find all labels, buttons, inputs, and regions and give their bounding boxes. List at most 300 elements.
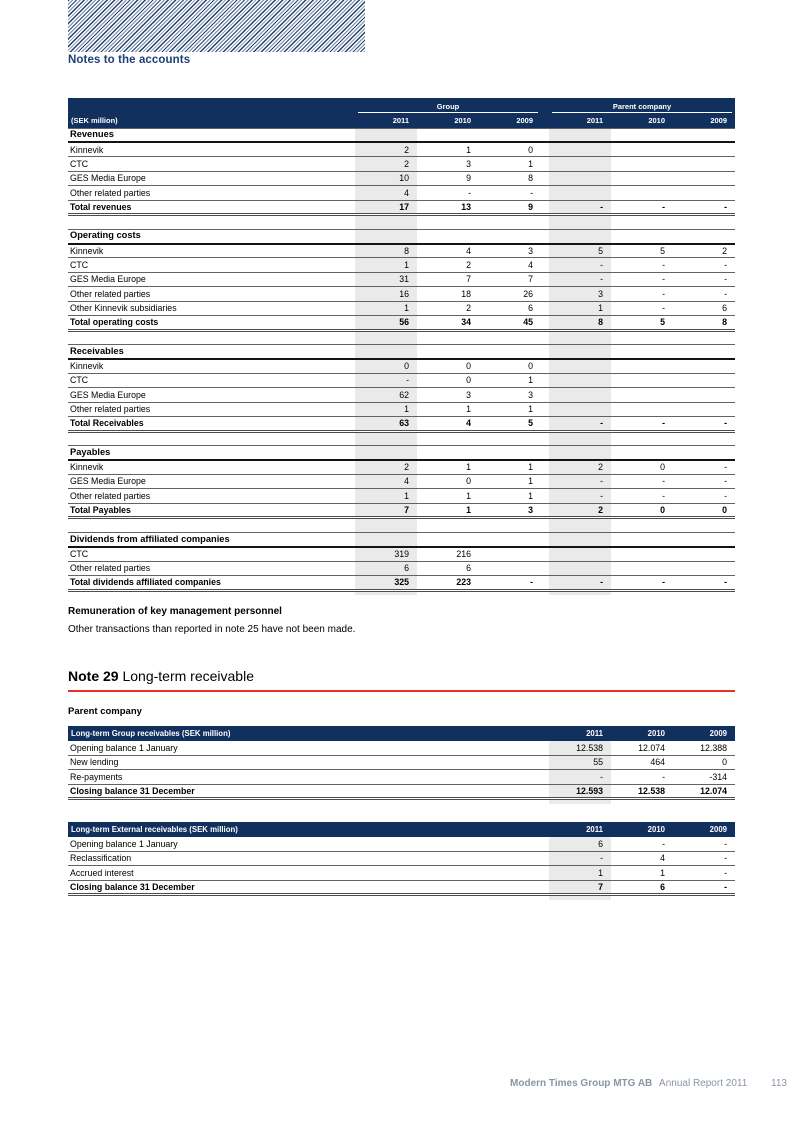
cell-value: -	[673, 837, 735, 851]
cell-value: 1	[479, 460, 541, 474]
cell-value: 26	[479, 287, 541, 301]
cell-value	[479, 561, 541, 575]
cell-value: 3	[479, 388, 541, 402]
cell-value: -	[549, 475, 611, 489]
header-spacer-cell	[541, 98, 549, 114]
table-row	[68, 576, 735, 590]
year-header: 2009	[479, 114, 541, 128]
row-label: CTC	[68, 157, 355, 171]
hatch-pattern-decoration	[68, 0, 365, 52]
cell-value	[611, 215, 673, 229]
cell-value	[549, 446, 611, 460]
table-row	[68, 157, 735, 171]
cell-value: -	[673, 272, 735, 286]
table-row	[68, 880, 735, 894]
cell-value	[673, 186, 735, 200]
cell-value	[673, 532, 735, 546]
table-title: Long-term External receivables (SEK million)	[68, 822, 549, 837]
cell-value: 6	[611, 880, 673, 894]
cell-value	[611, 128, 673, 142]
cell-value: 2	[417, 258, 479, 272]
row-label: Other related parties	[68, 402, 355, 416]
column-spacer	[541, 287, 549, 301]
unit-label: (SEK million)	[68, 114, 355, 128]
year-header: 2010	[611, 114, 673, 128]
cell-value: 3	[549, 287, 611, 301]
cell-value	[549, 142, 611, 156]
column-spacer	[541, 576, 549, 590]
table-row	[68, 741, 735, 755]
row-label: Closing balance 31 December	[68, 880, 549, 894]
year-header: 2009	[673, 822, 735, 837]
cell-value: 17	[355, 200, 417, 214]
cell-value	[611, 518, 673, 532]
cell-value: 0	[417, 373, 479, 387]
cell-value	[355, 330, 417, 344]
year-header: 2011	[355, 114, 417, 128]
table-row	[68, 258, 735, 272]
table-body	[68, 837, 735, 900]
cell-value	[611, 431, 673, 445]
cell-value: -	[673, 866, 735, 880]
column-spacer	[541, 518, 549, 532]
cell-value	[611, 561, 673, 575]
cell-value: 5	[479, 417, 541, 431]
cell-value: -	[549, 770, 611, 784]
remuneration-text: Other transactions than reported in note 25 have not been made.	[68, 624, 356, 635]
row-label: Other related parties	[68, 489, 355, 503]
row-label: CTC	[68, 373, 355, 387]
cell-value: 7	[355, 503, 417, 517]
table-row	[68, 851, 735, 865]
cell-value: 4	[417, 244, 479, 258]
column-spacer	[541, 186, 549, 200]
cell-value	[549, 518, 611, 532]
table-row	[68, 128, 735, 142]
cell-value	[417, 229, 479, 243]
row-label: Kinnevik	[68, 142, 355, 156]
row-label	[68, 895, 549, 900]
table-header	[68, 822, 735, 837]
cell-value	[355, 532, 417, 546]
cell-value: 10	[355, 171, 417, 185]
table-body	[68, 741, 735, 804]
table-row	[68, 547, 735, 561]
column-spacer	[541, 272, 549, 286]
column-spacer	[541, 460, 549, 474]
cell-value: -	[611, 272, 673, 286]
header-spacer-cell	[541, 114, 549, 128]
cell-value: 3	[417, 157, 479, 171]
remuneration-heading: Remuneration of key management personnel	[68, 606, 282, 617]
row-label	[68, 518, 355, 532]
cell-value: -	[673, 880, 735, 894]
cell-value: 0	[611, 503, 673, 517]
row-label: Reclassification	[68, 851, 549, 865]
cell-value	[611, 373, 673, 387]
cell-value	[417, 590, 479, 595]
cell-value: 6	[417, 561, 479, 575]
cell-value	[673, 518, 735, 532]
cell-value	[355, 215, 417, 229]
cell-value: 6	[479, 301, 541, 315]
cell-value	[549, 186, 611, 200]
cell-value: 8	[673, 316, 735, 330]
cell-value: -	[611, 475, 673, 489]
row-label: Other related parties	[68, 186, 355, 200]
cell-value: -	[549, 200, 611, 214]
table-row	[68, 229, 735, 243]
cell-value: 2	[355, 460, 417, 474]
cell-value: 1	[417, 503, 479, 517]
cell-value: 0	[611, 460, 673, 474]
table-row	[68, 359, 735, 373]
table-row	[68, 272, 735, 286]
column-spacer	[541, 244, 549, 258]
cell-value: -	[611, 417, 673, 431]
cell-value	[611, 359, 673, 373]
cell-value: 5	[611, 244, 673, 258]
table-row	[68, 287, 735, 301]
related-party-transactions-table	[68, 98, 735, 595]
cell-value	[673, 547, 735, 561]
cell-value	[479, 431, 541, 445]
cell-value: 223	[417, 576, 479, 590]
cell-value: 4	[479, 258, 541, 272]
column-spacer	[541, 171, 549, 185]
cell-value	[673, 128, 735, 142]
cell-value: -	[611, 770, 673, 784]
long-term-group-receivables-table	[68, 726, 735, 804]
cell-value: 8	[549, 316, 611, 330]
cell-value: 1	[549, 866, 611, 880]
cell-value: 1	[479, 489, 541, 503]
cell-value: -	[549, 258, 611, 272]
cell-value	[673, 431, 735, 445]
row-label: Other related parties	[68, 287, 355, 301]
row-label	[68, 330, 355, 344]
cell-value	[479, 128, 541, 142]
cell-value: -	[549, 489, 611, 503]
table-row	[68, 460, 735, 474]
row-label: New lending	[68, 755, 549, 769]
cell-value: 12.388	[673, 741, 735, 755]
table-row	[68, 200, 735, 214]
row-label	[68, 431, 355, 445]
row-label: Receivables	[68, 345, 355, 359]
cell-value: 0	[479, 142, 541, 156]
cell-value	[417, 532, 479, 546]
red-divider-rule	[68, 690, 735, 692]
column-spacer	[541, 489, 549, 503]
cell-value	[549, 171, 611, 185]
year-header: 2011	[549, 726, 611, 741]
cell-value	[549, 402, 611, 416]
cell-value	[479, 518, 541, 532]
row-label: GES Media Europe	[68, 388, 355, 402]
cell-value: 1	[355, 402, 417, 416]
cell-value	[673, 171, 735, 185]
cell-value: 0	[673, 503, 735, 517]
parent-company-header-label: Parent company	[552, 99, 732, 114]
cell-value: 0	[673, 755, 735, 769]
cell-value: 55	[549, 755, 611, 769]
table-row	[68, 301, 735, 315]
cell-value: 1	[479, 475, 541, 489]
cell-value	[673, 895, 735, 900]
cell-value	[355, 518, 417, 532]
cell-value	[355, 431, 417, 445]
cell-value: 3	[479, 503, 541, 517]
cell-value: 7	[549, 880, 611, 894]
cell-value: 4	[417, 417, 479, 431]
table-row	[68, 475, 735, 489]
cell-value	[479, 590, 541, 595]
cell-value	[673, 402, 735, 416]
cell-value: 6	[355, 561, 417, 575]
cell-value: 62	[355, 388, 417, 402]
column-spacer	[541, 330, 549, 344]
cell-value	[355, 128, 417, 142]
cell-value: 1	[355, 301, 417, 315]
row-label: GES Media Europe	[68, 475, 355, 489]
cell-value	[417, 128, 479, 142]
cell-value	[673, 157, 735, 171]
note29-title: Long-term receivable	[122, 668, 254, 684]
cell-value: -	[417, 186, 479, 200]
cell-value: 12.538	[611, 784, 673, 798]
note29-number: Note 29	[68, 668, 119, 684]
cell-value	[611, 547, 673, 561]
table-row	[68, 799, 735, 804]
cell-value: 45	[479, 316, 541, 330]
table-row	[68, 770, 735, 784]
table-row	[68, 244, 735, 258]
row-label: Total Payables	[68, 503, 355, 517]
footer-page-number: 113	[771, 1078, 787, 1089]
footer-report-name: Annual Report 2011	[659, 1078, 748, 1089]
year-header-row	[68, 114, 735, 128]
row-label: Closing balance 31 December	[68, 784, 549, 798]
cell-value	[417, 330, 479, 344]
cell-value: -	[611, 258, 673, 272]
row-label: CTC	[68, 258, 355, 272]
cell-value: 1	[549, 301, 611, 315]
row-label: Other Kinnevik subsidiaries	[68, 301, 355, 315]
long-term-external-receivables-table	[68, 822, 735, 900]
cell-value: -314	[673, 770, 735, 784]
cell-value: 63	[355, 417, 417, 431]
table-row	[68, 417, 735, 431]
row-label: Operating costs	[68, 229, 355, 243]
cell-value: 1	[355, 258, 417, 272]
cell-value	[417, 446, 479, 460]
cell-value: -	[673, 287, 735, 301]
cell-value: 5	[611, 316, 673, 330]
cell-value	[673, 590, 735, 595]
cell-value: -	[673, 417, 735, 431]
row-label: Revenues	[68, 128, 355, 142]
column-spacer	[541, 503, 549, 517]
row-label: Total Receivables	[68, 417, 355, 431]
column-spacer	[541, 359, 549, 373]
table-body	[68, 128, 735, 595]
table-row	[68, 330, 735, 344]
cell-value	[673, 359, 735, 373]
cell-value: 319	[355, 547, 417, 561]
table-row	[68, 316, 735, 330]
table-row	[68, 503, 735, 517]
cell-value	[417, 431, 479, 445]
cell-value: -	[673, 851, 735, 865]
row-label: Total operating costs	[68, 316, 355, 330]
row-label: CTC	[68, 547, 355, 561]
row-label: Opening balance 1 January	[68, 741, 549, 755]
cell-value	[549, 157, 611, 171]
cell-value	[355, 345, 417, 359]
column-spacer	[541, 215, 549, 229]
cell-value: 2	[417, 301, 479, 315]
cell-value	[611, 345, 673, 359]
cell-value: -	[611, 489, 673, 503]
table-row	[68, 532, 735, 546]
column-spacer	[541, 590, 549, 595]
cell-value	[549, 590, 611, 595]
cell-value	[673, 142, 735, 156]
year-header: 2009	[673, 114, 735, 128]
cell-value	[611, 799, 673, 804]
cell-value	[611, 895, 673, 900]
cell-value	[549, 373, 611, 387]
column-spacer	[541, 532, 549, 546]
cell-value: 0	[479, 359, 541, 373]
cell-value	[479, 446, 541, 460]
column-spacer	[541, 200, 549, 214]
page-footer	[510, 1078, 787, 1089]
column-spacer	[541, 475, 549, 489]
cell-value: 8	[355, 244, 417, 258]
table-row	[68, 431, 735, 445]
cell-value	[417, 345, 479, 359]
group-columns-header	[355, 98, 541, 114]
cell-value	[549, 547, 611, 561]
cell-value: -	[549, 851, 611, 865]
group-header-label: Group	[358, 99, 538, 114]
cell-value	[549, 128, 611, 142]
cell-value	[549, 388, 611, 402]
cell-value	[549, 330, 611, 344]
cell-value: 1	[417, 402, 479, 416]
cell-value	[611, 590, 673, 595]
cell-value: 3	[417, 388, 479, 402]
column-spacer	[541, 229, 549, 243]
row-label	[68, 799, 549, 804]
row-label: Total revenues	[68, 200, 355, 214]
table-row	[68, 345, 735, 359]
cell-value: 0	[417, 475, 479, 489]
column-spacer	[541, 417, 549, 431]
table-row	[68, 402, 735, 416]
cell-value: 216	[417, 547, 479, 561]
column-spacer	[541, 345, 549, 359]
table-row	[68, 755, 735, 769]
row-label: Accrued interest	[68, 866, 549, 880]
cell-value: -	[549, 417, 611, 431]
cell-value: 7	[479, 272, 541, 286]
cell-value	[673, 446, 735, 460]
cell-value	[355, 590, 417, 595]
cell-value: -	[611, 200, 673, 214]
cell-value: 4	[611, 851, 673, 865]
year-header: 2011	[549, 822, 611, 837]
cell-value: 2	[549, 460, 611, 474]
cell-value: 9	[417, 171, 479, 185]
cell-value	[673, 330, 735, 344]
parent-company-subheading: Parent company	[68, 706, 142, 717]
column-spacer	[541, 547, 549, 561]
cell-value: 0	[355, 359, 417, 373]
cell-value	[611, 402, 673, 416]
table-row	[68, 373, 735, 387]
cell-value: -	[479, 576, 541, 590]
cell-value: 13	[417, 200, 479, 214]
cell-value: -	[673, 576, 735, 590]
cell-value	[549, 215, 611, 229]
year-header-row	[68, 822, 735, 837]
year-header: 2009	[673, 726, 735, 741]
cell-value: 464	[611, 755, 673, 769]
year-header: 2011	[549, 114, 611, 128]
parent-company-columns-header	[549, 98, 735, 114]
cell-value: 1	[611, 866, 673, 880]
cell-value	[549, 345, 611, 359]
row-label: Kinnevik	[68, 244, 355, 258]
cell-value: -	[673, 475, 735, 489]
cell-value: -	[611, 301, 673, 315]
table-row	[68, 186, 735, 200]
row-label: Kinnevik	[68, 359, 355, 373]
cell-value: 2	[549, 503, 611, 517]
cell-value	[611, 157, 673, 171]
cell-value: -	[673, 200, 735, 214]
cell-value	[611, 330, 673, 344]
cell-value: -	[611, 837, 673, 851]
year-header: 2010	[417, 114, 479, 128]
cell-value	[611, 142, 673, 156]
cell-value	[549, 532, 611, 546]
row-label: Re-payments	[68, 770, 549, 784]
cell-value: 8	[479, 171, 541, 185]
cell-value	[549, 431, 611, 445]
table-row	[68, 837, 735, 851]
cell-value	[355, 229, 417, 243]
cell-value	[479, 345, 541, 359]
cell-value: 3	[479, 244, 541, 258]
note29-heading	[68, 668, 254, 684]
row-label: Kinnevik	[68, 460, 355, 474]
table-row	[68, 784, 735, 798]
row-label: Payables	[68, 446, 355, 460]
cell-value	[673, 799, 735, 804]
cell-value: -	[673, 258, 735, 272]
column-spacer	[541, 561, 549, 575]
cell-value: 56	[355, 316, 417, 330]
cell-value	[479, 215, 541, 229]
cell-value: 2	[355, 142, 417, 156]
cell-value: 12.074	[673, 784, 735, 798]
cell-value: 7	[417, 272, 479, 286]
column-spacer	[541, 402, 549, 416]
